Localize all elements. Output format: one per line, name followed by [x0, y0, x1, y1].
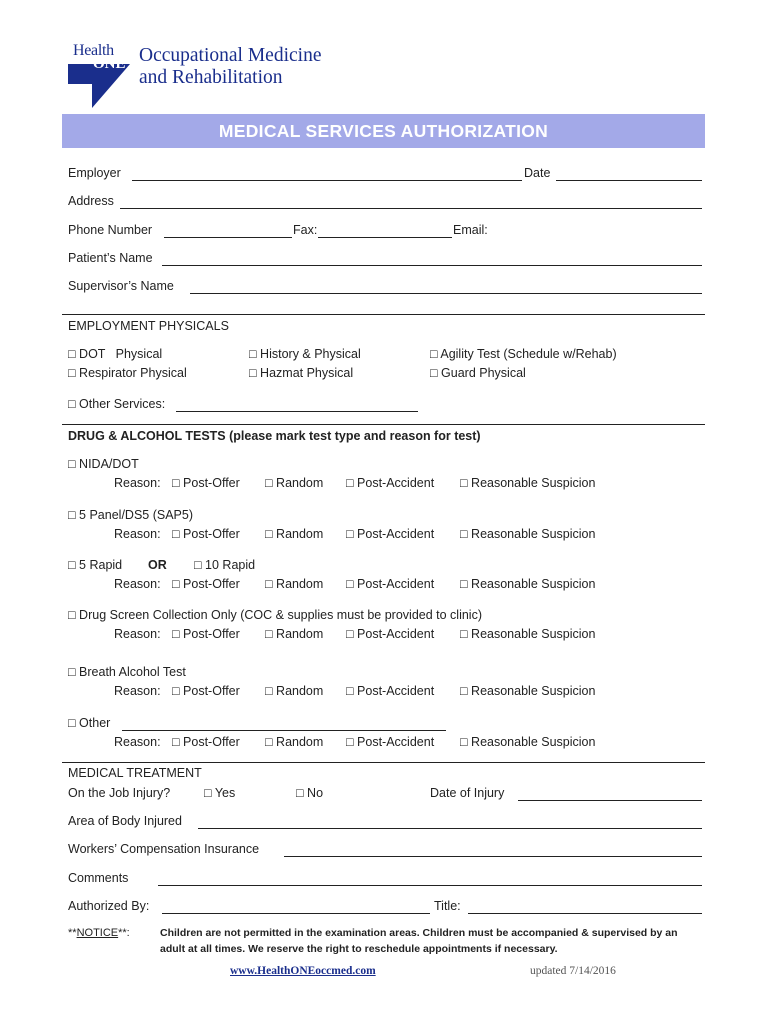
reason-label: Reason: [114, 476, 161, 490]
notice-suffix: **: [118, 927, 130, 939]
comments-field[interactable] [158, 885, 702, 886]
option-label: Reasonable Suspicion [471, 684, 596, 698]
option-label: Post-Offer [183, 684, 240, 698]
option-label: Other Services: [79, 397, 166, 411]
checkbox[interactable]: □ [430, 347, 438, 361]
reason-nida-0-option[interactable] [172, 476, 240, 491]
option-label: Post-Offer [183, 577, 240, 591]
fax-field[interactable] [318, 237, 452, 238]
reason-nida-2-option[interactable] [346, 476, 434, 491]
checkbox[interactable]: □ [265, 627, 273, 641]
option-label: Post-Accident [357, 577, 435, 591]
option-label: Post-Offer [183, 476, 240, 490]
org-name-line1: Occupational Medicine [139, 45, 322, 66]
option-label: Other [79, 716, 111, 730]
phone-label: Phone Number [68, 223, 153, 237]
employer-field[interactable] [132, 180, 522, 181]
reason-label: Reason: [114, 577, 161, 591]
option-label: No [307, 786, 324, 800]
reason-panel5-0-option[interactable] [172, 527, 240, 542]
drug-alcohol-heading: DRUG & ALCOHOL TESTS (please mark test type and reason for test) [68, 429, 481, 443]
reason-panel5-2-option[interactable] [346, 527, 434, 542]
email-label: Email: [453, 223, 488, 237]
checkbox[interactable]: □ [346, 627, 354, 641]
workers-comp-label: Workers’ Compensation Insurance [68, 842, 260, 856]
checkbox[interactable]: □ [460, 577, 468, 591]
checkbox[interactable]: □ [346, 527, 354, 541]
option-label: Agility Test (Schedule w/Rehab) [440, 347, 617, 361]
workers-comp-field[interactable] [284, 856, 702, 857]
supervisor-name-label: Supervisor’s Name [68, 279, 174, 293]
checkbox[interactable]: □ [460, 476, 468, 490]
option-label: Post-Accident [357, 527, 435, 541]
test-nida-option[interactable] [68, 457, 139, 472]
checkbox[interactable]: □ [172, 527, 180, 541]
checkbox[interactable]: □ [172, 577, 180, 591]
option-label: Reasonable Suspicion [471, 476, 596, 490]
option-label: Guard Physical [441, 366, 526, 380]
checkbox[interactable]: □ [296, 786, 304, 800]
option-label: Random [276, 627, 324, 641]
address-label: Address [68, 194, 114, 208]
checkbox[interactable]: □ [460, 735, 468, 749]
reason-breath-2-option[interactable] [346, 684, 434, 699]
checkbox[interactable]: □ [68, 397, 76, 411]
notice-line-2: adult at all times. We reserve the right to reschedule appointments if necessary. [160, 943, 558, 955]
checkbox[interactable]: □ [265, 476, 273, 490]
section-divider [62, 762, 705, 763]
checkbox[interactable]: □ [194, 558, 202, 572]
reason-breath-3-option[interactable] [460, 684, 595, 699]
checkbox[interactable]: □ [68, 508, 76, 522]
checkbox[interactable]: □ [460, 527, 468, 541]
checkbox[interactable]: □ [68, 665, 76, 679]
agility-test-option[interactable] [430, 347, 617, 362]
test-collection-option[interactable] [68, 608, 482, 623]
option-label: Post-Offer [183, 627, 240, 641]
reason-other-1-option[interactable] [265, 735, 323, 750]
checkbox[interactable]: □ [172, 476, 180, 490]
checkbox[interactable]: □ [249, 347, 257, 361]
reason-panel5-1-option[interactable] [265, 527, 323, 542]
form-title: MEDICAL SERVICES AUTHORIZATION [218, 121, 549, 141]
checkbox[interactable]: □ [68, 457, 76, 471]
option-label: Hazmat Physical [260, 366, 354, 380]
option-label: 5 Panel/DS5 (SAP5) [79, 508, 193, 522]
option-label: Random [276, 476, 324, 490]
title-banner [62, 114, 705, 148]
option-label: Post-Accident [357, 684, 435, 698]
option-label: Post-Accident [357, 476, 435, 490]
other-test-field[interactable] [122, 730, 446, 731]
reason-collection-2-option[interactable] [346, 627, 434, 642]
test-panel5-option[interactable] [68, 508, 193, 523]
comments-label: Comments [68, 871, 129, 885]
option-label: Random [276, 735, 324, 749]
notice-line-1: Children are not permitted in the examination areas. Children must be accompanied & supervised by an [160, 927, 678, 939]
authorized-by-field[interactable] [162, 913, 430, 914]
checkbox[interactable]: □ [172, 735, 180, 749]
reason-nida-3-option[interactable] [460, 476, 595, 491]
authorized-by-label: Authorized By: [68, 899, 150, 913]
option-label: Random [276, 527, 324, 541]
date-of-injury-field[interactable] [518, 800, 702, 801]
option-label: 5 Rapid [79, 558, 123, 572]
checkbox[interactable]: □ [68, 608, 76, 622]
option-label: Reasonable Suspicion [471, 735, 596, 749]
updated-date: updated 7/14/2016 [530, 965, 616, 977]
reason-rapid-0-option[interactable] [172, 577, 240, 592]
option-label: Post-Offer [183, 527, 240, 541]
section-divider [62, 424, 705, 425]
checkbox[interactable]: □ [346, 577, 354, 591]
patient-name-label: Patient’s Name [68, 251, 153, 265]
checkbox[interactable]: □ [172, 684, 180, 698]
on-job-injury-label: On the Job Injury? [68, 786, 171, 800]
notice-prefix: ** [68, 927, 77, 939]
option-label: Reasonable Suspicion [471, 527, 596, 541]
reason-breath-0-option[interactable] [172, 684, 240, 699]
dot-physical-option[interactable] [68, 347, 162, 362]
reason-collection-1-option[interactable] [265, 627, 323, 642]
reason-collection-0-option[interactable] [172, 627, 240, 642]
hazmat-physical-option[interactable] [249, 366, 353, 381]
reason-rapid-1-option[interactable] [265, 577, 323, 592]
reason-label: Reason: [114, 735, 161, 749]
option-label: Post-Accident [357, 735, 435, 749]
option-label: Random [276, 577, 324, 591]
reason-other-2-option[interactable] [346, 735, 434, 750]
checkbox[interactable]: □ [68, 366, 76, 380]
option-label: NIDA/DOT [79, 457, 139, 471]
checkbox[interactable]: □ [346, 735, 354, 749]
checkbox[interactable]: □ [249, 366, 257, 380]
checkbox[interactable]: □ [68, 716, 76, 730]
option-label: Post-Offer [183, 735, 240, 749]
option-label: Breath Alcohol Test [79, 665, 186, 679]
checkbox[interactable]: □ [460, 627, 468, 641]
test-5-rapid-option[interactable] [68, 558, 122, 573]
other-services-option[interactable] [68, 397, 165, 412]
employment-physicals-heading: EMPLOYMENT PHYSICALS [68, 319, 229, 333]
checkbox[interactable]: □ [346, 684, 354, 698]
injury-no-option[interactable] [296, 786, 323, 801]
reason-label: Reason: [114, 627, 161, 641]
checkbox[interactable]: □ [172, 627, 180, 641]
reason-rapid-2-option[interactable] [346, 577, 434, 592]
checkbox[interactable]: □ [460, 684, 468, 698]
reason-collection-3-option[interactable] [460, 627, 595, 642]
option-label: Random [276, 684, 324, 698]
reason-label: Reason: [114, 684, 161, 698]
option-label: Reasonable Suspicion [471, 577, 596, 591]
website-link[interactable]: www.HealthONEoccmed.com [230, 965, 376, 977]
respirator-physical-option[interactable] [68, 366, 187, 381]
option-label: Respirator Physical [79, 366, 187, 380]
other-services-field[interactable] [176, 411, 418, 412]
history-physical-option[interactable] [249, 347, 361, 362]
medical-treatment-heading: MEDICAL TREATMENT [68, 766, 202, 780]
option-label: Yes [214, 786, 236, 800]
reason-other-0-option[interactable] [172, 735, 240, 750]
reason-other-3-option[interactable] [460, 735, 595, 750]
checkbox[interactable]: □ [346, 476, 354, 490]
checkbox[interactable]: □ [265, 684, 273, 698]
test-breath-option[interactable] [68, 665, 186, 680]
checkbox[interactable]: □ [430, 366, 438, 380]
title-label: Title: [434, 899, 461, 913]
area-body-field[interactable] [198, 828, 702, 829]
address-field[interactable] [120, 208, 702, 209]
fax-label: Fax: [293, 223, 318, 237]
option-label: Drug Screen Collection Only (COC & supplies must be provided to clinic) [79, 608, 482, 622]
reason-label: Reason: [114, 527, 161, 541]
employer-label: Employer [68, 166, 121, 180]
patient-name-field[interactable] [162, 265, 702, 266]
checkbox[interactable]: □ [68, 347, 76, 361]
checkbox[interactable]: □ [265, 577, 273, 591]
test-other-option[interactable] [68, 716, 110, 731]
test-10-rapid-option[interactable] [194, 558, 255, 573]
reason-breath-1-option[interactable] [265, 684, 323, 699]
section-divider [62, 314, 705, 315]
area-body-label: Area of Body Injured [68, 814, 182, 828]
option-label: Reasonable Suspicion [471, 627, 596, 641]
date-field[interactable] [556, 180, 702, 181]
option-label: DOT Physical [79, 347, 163, 361]
supervisor-name-field[interactable] [190, 293, 702, 294]
injury-yes-option[interactable] [204, 786, 235, 801]
notice-word: NOTICE [76, 927, 119, 939]
org-name-line2: and Rehabilitation [139, 67, 283, 88]
option-label: History & Physical [260, 347, 361, 361]
phone-field[interactable] [164, 237, 292, 238]
or-label: OR [148, 558, 167, 572]
reason-panel5-3-option[interactable] [460, 527, 595, 542]
checkbox[interactable]: □ [68, 558, 76, 572]
date-of-injury-label: Date of Injury [430, 786, 505, 800]
title-field[interactable] [468, 913, 702, 914]
checkbox[interactable]: □ [265, 735, 273, 749]
checkbox[interactable]: □ [204, 786, 212, 800]
checkbox[interactable]: □ [265, 527, 273, 541]
option-label: 10 Rapid [205, 558, 256, 572]
logo-one-text: ONE [93, 56, 126, 72]
logo-health-text: Health [73, 42, 114, 59]
option-label: Post-Accident [357, 627, 435, 641]
reason-rapid-3-option[interactable] [460, 577, 595, 592]
reason-nida-1-option[interactable] [265, 476, 323, 491]
date-label: Date [524, 166, 551, 180]
notice-label [68, 926, 130, 941]
guard-physical-option[interactable] [430, 366, 526, 381]
